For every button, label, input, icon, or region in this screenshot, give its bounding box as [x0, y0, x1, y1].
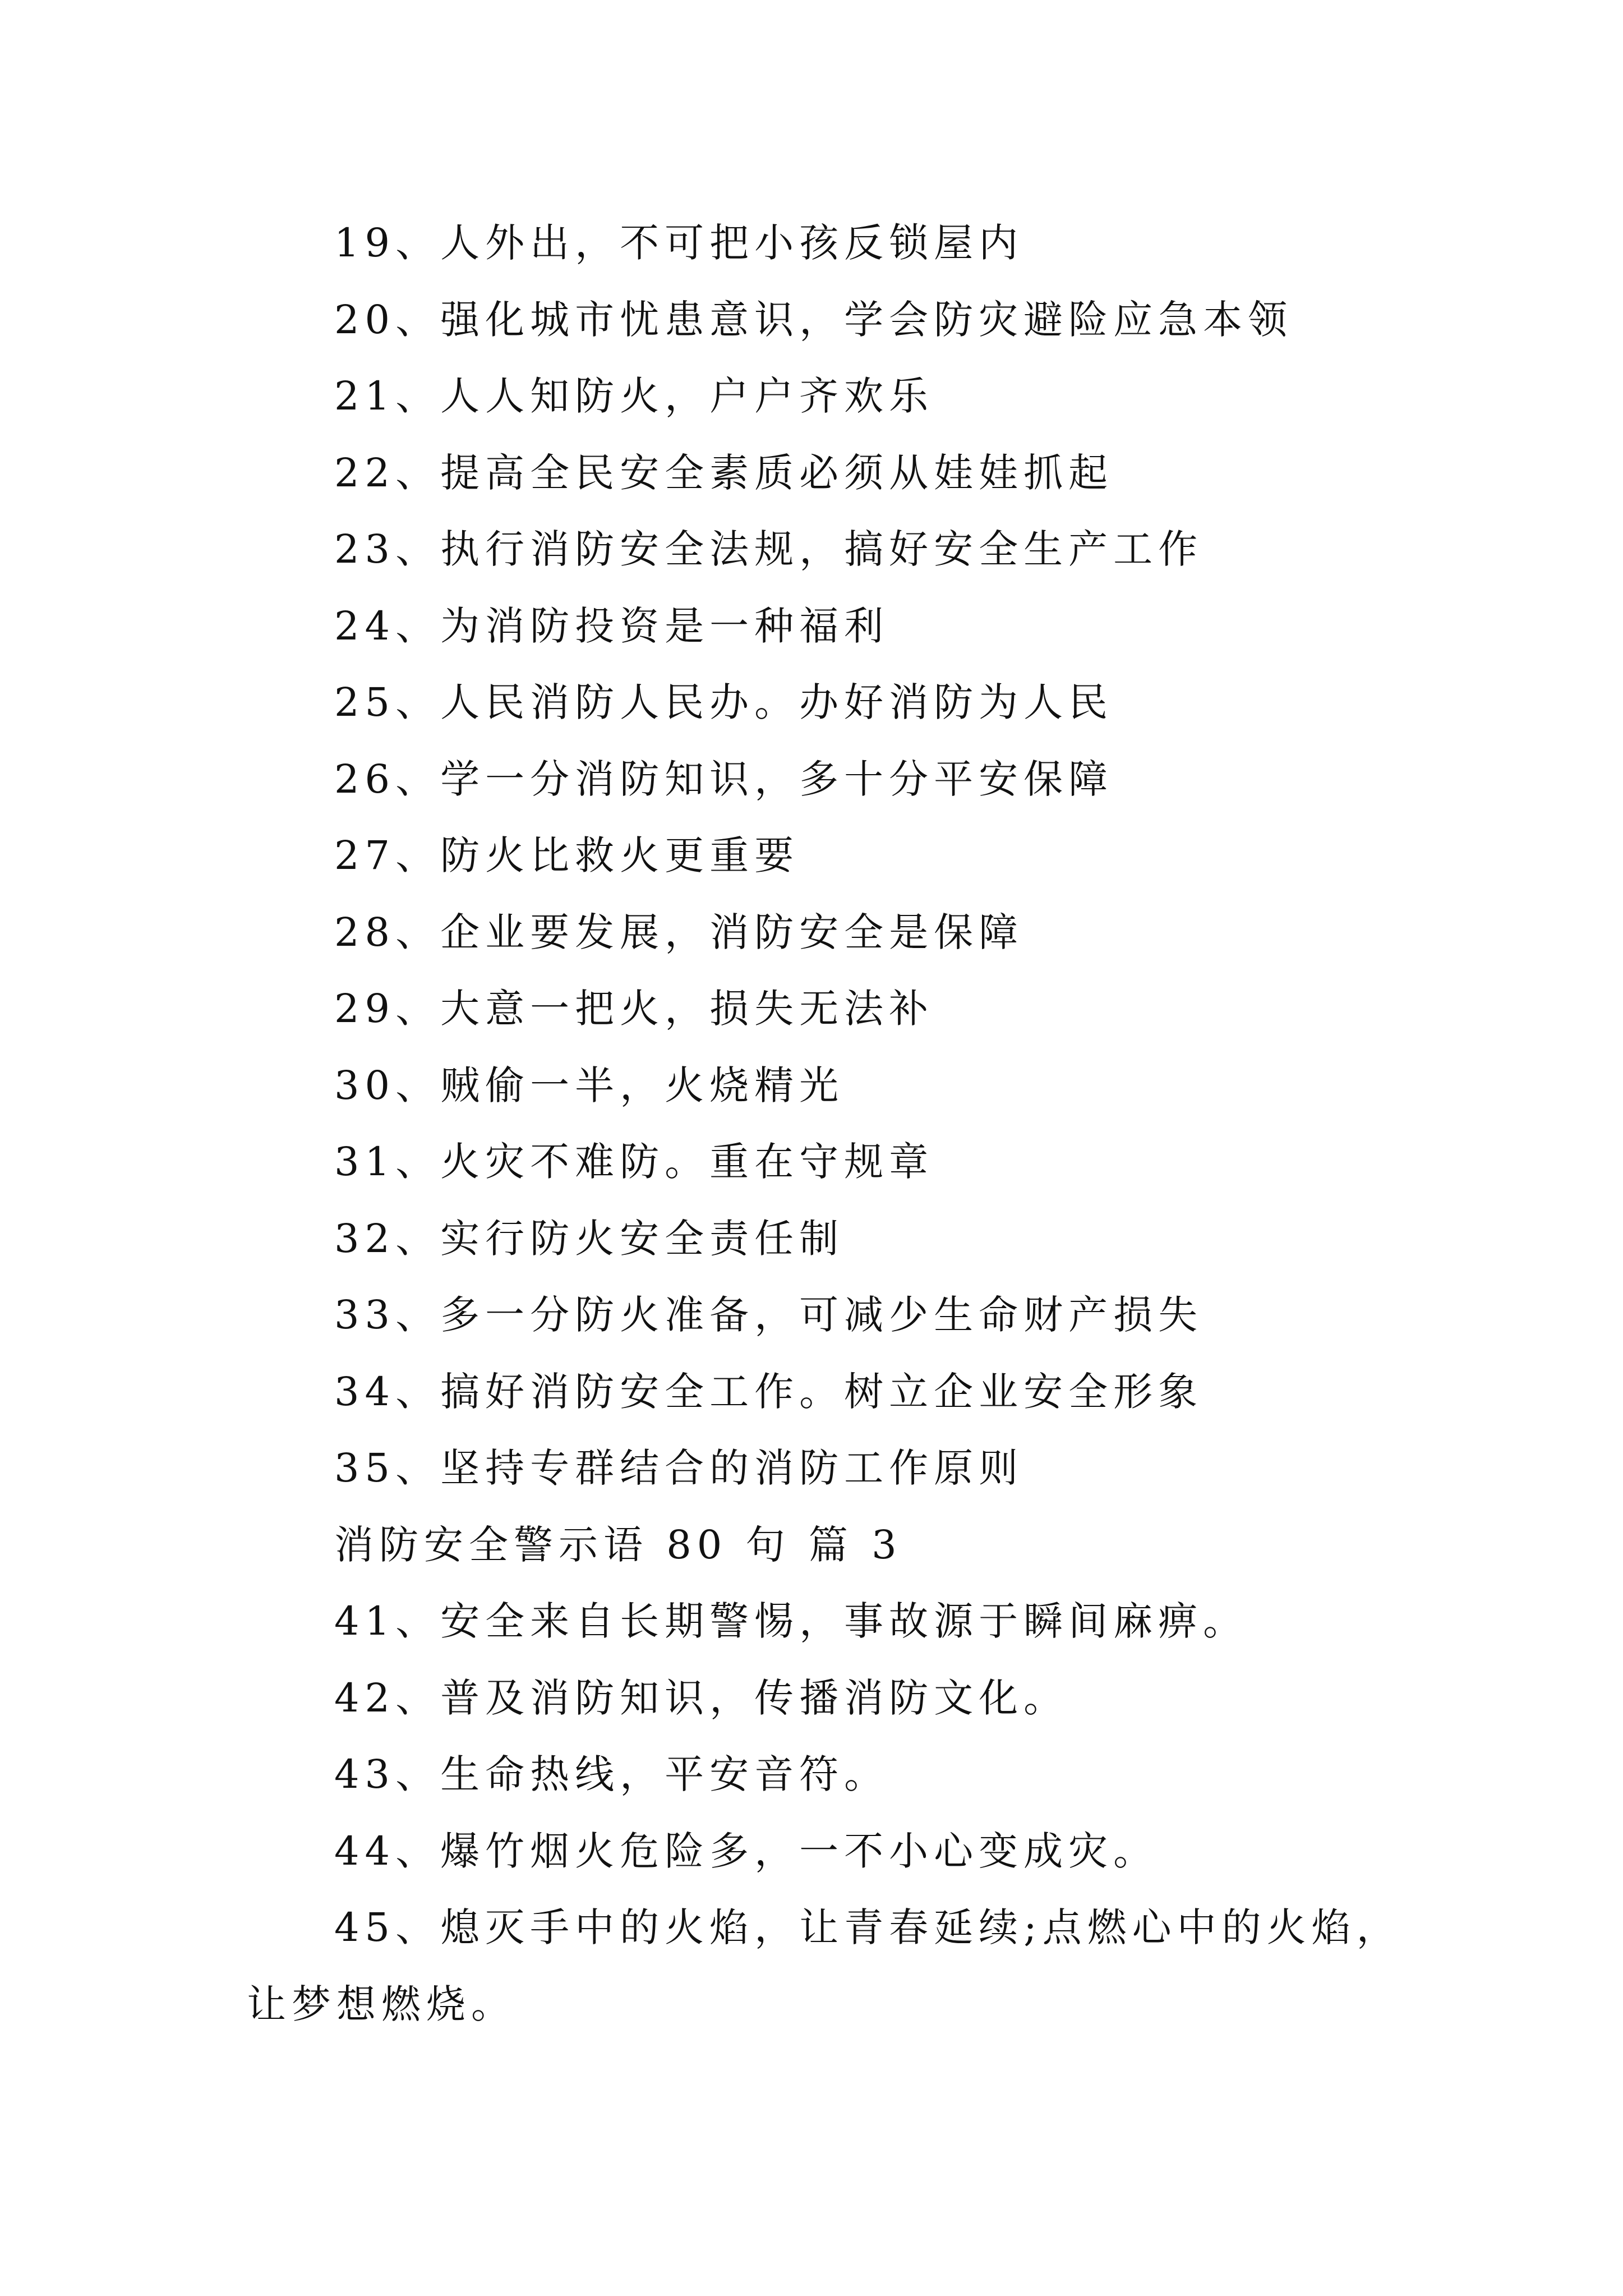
slogan-line: 25、人民消防人民办。办好消防为人民 [334, 679, 1114, 725]
slogan-line: 22、提高全民安全素质必须从娃娃抓起 [334, 449, 1114, 496]
slogan-line-continuation: 让梦想燃烧。 [247, 1981, 516, 2027]
slogan-line: 34、搞好消防安全工作。树立企业安全形象 [334, 1368, 1204, 1415]
document-body [247, 205, 1413, 2042]
slogan-line: 24、为消防投资是一种福利 [334, 602, 889, 649]
slogan-line: 26、学一分消防知识，多十分平安保障 [334, 756, 1114, 802]
slogan-line: 42、普及消防知识，传播消防文化。 [334, 1674, 1069, 1721]
slogan-line: 43、生命热线，平安音符。 [334, 1751, 889, 1797]
slogan-line: 29、大意一把火，损失无法补 [334, 986, 934, 1032]
slogan-line: 19、人外出，不可把小孩反锁屋内 [334, 220, 1024, 266]
section-heading: 消防安全警示语 80 句 篇 3 [334, 1521, 902, 1568]
slogan-line: 44、爆竹烟火危险多，一不小心变成灾。 [334, 1828, 1159, 1874]
slogan-line: 21、人人知防火，户户齐欢乐 [334, 373, 934, 419]
slogan-line: 35、坚持专群结合的消防工作原则 [334, 1445, 1024, 1491]
slogan-line: 45、熄灭手中的火焰，让青春延续;点燃心中的火焰， [334, 1904, 1401, 1950]
slogan-line: 28、企业要发展，消防安全是保障 [334, 909, 1024, 955]
slogan-line: 30、贼偷一半，火烧精光 [334, 1062, 845, 1108]
slogan-line: 41、安全来自长期警惕，事故源于瞬间麻痹。 [334, 1598, 1248, 1644]
slogan-line: 23、执行消防安全法规，搞好安全生产工作 [334, 526, 1204, 572]
slogan-line: 32、实行防火安全责任制 [334, 1215, 845, 1262]
slogan-line: 33、多一分防火准备，可减少生命财产损失 [334, 1292, 1204, 1338]
slogan-line: 20、强化城市忧患意识，学会防灾避险应急本领 [334, 296, 1293, 343]
slogan-line: 31、火灾不难防。重在守规章 [334, 1139, 934, 1185]
slogan-line: 27、防火比救火更重要 [334, 832, 800, 878]
